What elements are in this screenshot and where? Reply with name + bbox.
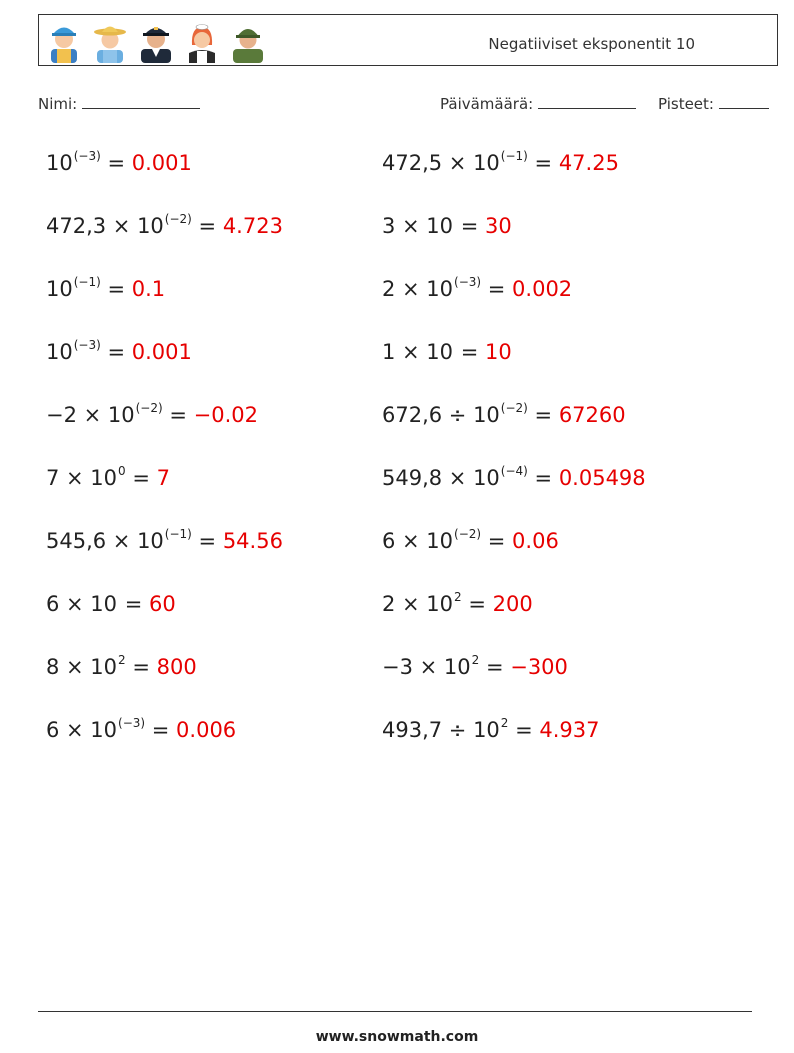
- footer-divider: [38, 1011, 752, 1012]
- problem-column-left: [46, 140, 283, 770]
- problem-item: [382, 455, 646, 518]
- problem-item: [46, 581, 283, 644]
- problem-expression: 672,6 ÷ 10: [382, 403, 500, 427]
- problem-expression: −3 × 10: [382, 655, 471, 679]
- score-field: [658, 94, 769, 113]
- equals-sign: =: [100, 340, 132, 364]
- equals-sign: =: [191, 529, 223, 553]
- problem-item: [46, 266, 283, 329]
- problem-exponent: (−2): [164, 212, 192, 226]
- waitress-avatar-icon: [183, 19, 221, 63]
- problem-answer: 0.1: [131, 277, 166, 301]
- farmer-avatar-icon: [91, 19, 129, 63]
- equals-sign: =: [125, 466, 157, 490]
- problem-answer: 10: [484, 340, 512, 364]
- problem-answer: 800: [156, 655, 197, 679]
- date-field: [440, 94, 636, 113]
- problem-answer: 54.56: [222, 529, 283, 553]
- problem-answer: 0.001: [131, 151, 192, 175]
- problem-item: [382, 266, 646, 329]
- problem-exponent: (−4): [500, 464, 528, 478]
- problem-expression: 10: [46, 151, 73, 175]
- problem-answer: 7: [156, 466, 170, 490]
- problem-answer: 0.05498: [558, 466, 646, 490]
- date-label: Päivämäärä:: [440, 95, 534, 113]
- equals-sign: =: [508, 718, 540, 742]
- name-blank[interactable]: [82, 94, 200, 109]
- problem-expression: 6 × 10: [46, 592, 118, 616]
- score-blank[interactable]: [719, 94, 769, 109]
- equals-sign: =: [527, 403, 559, 427]
- problem-expression: 549,8 × 10: [382, 466, 500, 490]
- header-box: [38, 14, 778, 66]
- worksheet-title: Negatiiviset eksponentit 10: [488, 35, 695, 53]
- problem-exponent: 2: [118, 653, 126, 667]
- problem-expression: −2 × 10: [46, 403, 135, 427]
- footer-url: www.snowmath.com: [315, 1029, 479, 1045]
- problem-expression: 6 × 10: [382, 529, 454, 553]
- equals-sign: =: [100, 277, 132, 301]
- problem-expression: 3 × 10: [382, 214, 454, 238]
- problem-item: [46, 707, 283, 770]
- problem-exponent: 2: [500, 716, 509, 730]
- equals-sign: =: [527, 151, 559, 175]
- score-label: Pisteet:: [658, 95, 714, 113]
- equals-sign: =: [100, 151, 132, 175]
- equals-sign: =: [454, 340, 485, 364]
- equals-sign: =: [118, 592, 149, 616]
- problem-exponent: (−2): [135, 401, 163, 415]
- name-field: [38, 94, 200, 113]
- problem-expression: 2 × 10: [382, 277, 454, 301]
- problem-answer: 200: [492, 592, 533, 616]
- problem-expression: 6 × 10: [46, 718, 118, 742]
- problem-item: [46, 329, 283, 392]
- problem-answer: 4.937: [539, 718, 600, 742]
- problem-expression: 2 × 10: [382, 592, 454, 616]
- equals-sign: =: [191, 214, 223, 238]
- problem-item: [382, 140, 646, 203]
- problem-item: [382, 329, 646, 392]
- problem-answer: 47.25: [558, 151, 619, 175]
- problem-exponent: (−2): [454, 527, 482, 541]
- problem-expression: 545,6 × 10: [46, 529, 164, 553]
- problem-expression: 10: [46, 277, 73, 301]
- problem-answer: 0.001: [131, 340, 192, 364]
- problem-answer: −300: [510, 655, 568, 679]
- problem-column-right: [382, 140, 646, 770]
- equals-sign: =: [162, 403, 194, 427]
- problem-expression: 472,5 × 10: [382, 151, 500, 175]
- problem-item: [46, 644, 283, 707]
- problem-item: [382, 518, 646, 581]
- equals-sign: =: [481, 529, 513, 553]
- problem-item: [46, 455, 283, 518]
- problem-answer: 4.723: [222, 214, 283, 238]
- equals-sign: =: [479, 655, 511, 679]
- problem-item: [46, 518, 283, 581]
- problem-item: [382, 203, 646, 266]
- name-label: Nimi:: [38, 95, 78, 113]
- equals-sign: =: [145, 718, 177, 742]
- avatar-strip: [45, 19, 267, 63]
- problem-expression: 8 × 10: [46, 655, 118, 679]
- problem-exponent: 0: [118, 464, 126, 478]
- worker-avatar-icon: [45, 19, 83, 63]
- problem-answer: 0.002: [512, 277, 573, 301]
- problem-expression: 10: [46, 340, 73, 364]
- equals-sign: =: [461, 592, 493, 616]
- problem-expression: 1 × 10: [382, 340, 454, 364]
- problem-exponent: (−1): [500, 149, 528, 163]
- problem-item: [46, 392, 283, 455]
- problem-exponent: (−3): [73, 149, 101, 163]
- problem-item: [382, 644, 646, 707]
- problem-exponent: (−3): [73, 338, 101, 352]
- problem-exponent: (−3): [454, 275, 482, 289]
- problem-answer: 0.006: [176, 718, 237, 742]
- problem-answer: 30: [484, 214, 512, 238]
- equals-sign: =: [454, 214, 485, 238]
- problem-item: [382, 581, 646, 644]
- problem-exponent: (−1): [73, 275, 101, 289]
- equals-sign: =: [527, 466, 559, 490]
- problem-answer: 0.06: [512, 529, 559, 553]
- date-blank[interactable]: [538, 94, 636, 109]
- problem-item: [46, 203, 283, 266]
- problem-item: [382, 707, 646, 770]
- problem-expression: 472,3 × 10: [46, 214, 164, 238]
- problem-answer: 60: [148, 592, 176, 616]
- problem-exponent: (−2): [500, 401, 528, 415]
- problem-answer: −0.02: [193, 403, 258, 427]
- problem-expression: 493,7 ÷ 10: [382, 718, 500, 742]
- problem-expression: 7 × 10: [46, 466, 118, 490]
- problem-answer: 67260: [558, 403, 626, 427]
- problem-exponent: 2: [454, 590, 462, 604]
- problem-item: [46, 140, 283, 203]
- pilot-avatar-icon: [137, 19, 175, 63]
- problem-exponent: 2: [471, 653, 480, 667]
- equals-sign: =: [125, 655, 157, 679]
- soldier-avatar-icon: [229, 19, 267, 63]
- problem-item: [382, 392, 646, 455]
- problem-exponent: (−3): [118, 716, 146, 730]
- problem-exponent: (−1): [164, 527, 192, 541]
- equals-sign: =: [481, 277, 513, 301]
